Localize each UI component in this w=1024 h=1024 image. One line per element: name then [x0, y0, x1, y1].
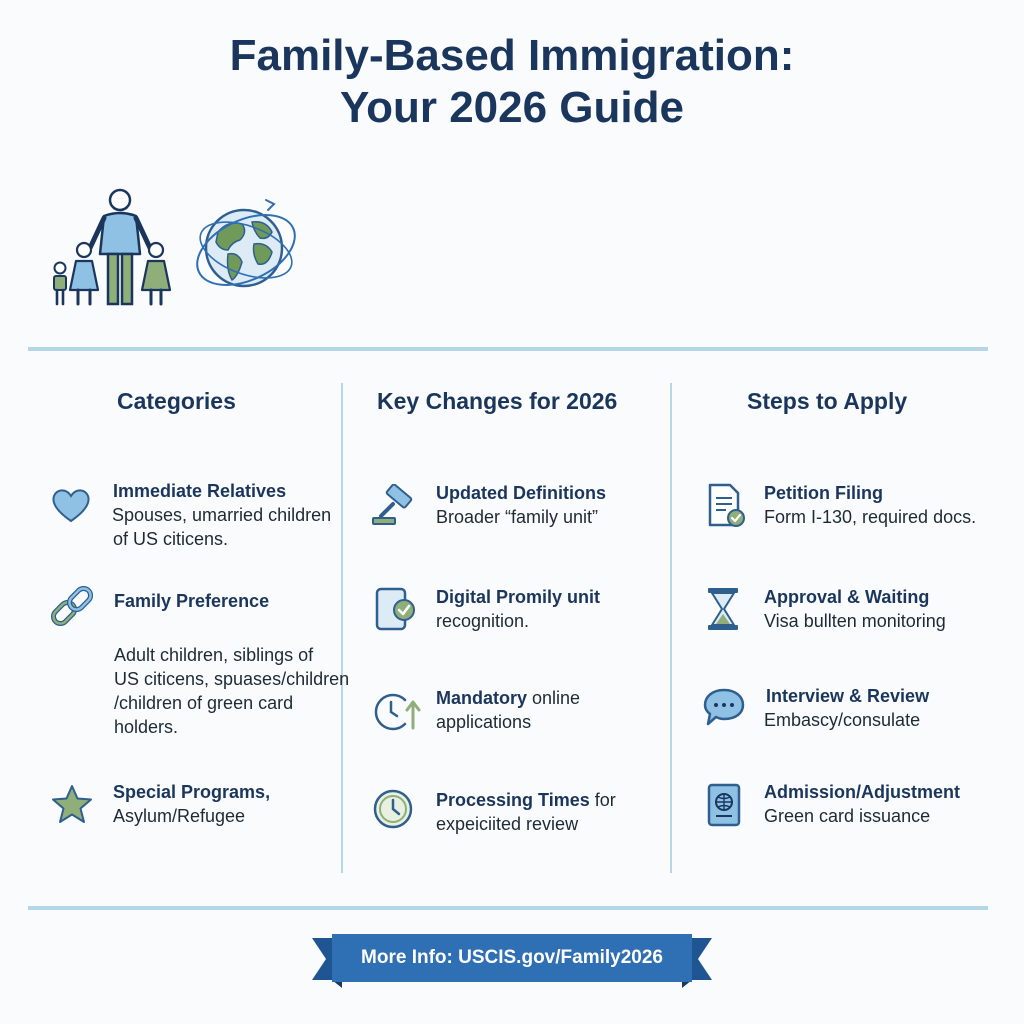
item-title: Mandatory: [436, 688, 528, 708]
gavel-icon: [371, 484, 417, 528]
list-item-family-preference: [114, 589, 269, 613]
list-item-processing-times: [436, 788, 616, 836]
chain-link-icon: [48, 586, 96, 634]
item-title: Interview & Review: [766, 686, 930, 706]
item-desc-line: /children of green card: [114, 693, 294, 713]
item-desc-line: Visa bullten monitoring: [764, 611, 946, 631]
hourglass-icon: [706, 586, 740, 632]
list-item-mandatory-online: [436, 686, 580, 734]
list-item-updated-definitions: [436, 481, 606, 529]
list-item-family-preference-desc: [114, 643, 349, 739]
item-title: Petition Filing: [764, 483, 883, 503]
item-desc-line: US citicens, spuases/children: [114, 669, 350, 689]
column-heading-key-changes: Key Changes for 2026: [377, 388, 618, 414]
list-item-digital-recognition: [436, 585, 600, 633]
item-title-rest: for: [589, 790, 616, 810]
item-title: Updated Definitions: [436, 483, 606, 503]
star-icon: [50, 783, 94, 825]
column-divider-1: [341, 383, 343, 873]
item-title: Digital Promily unit: [436, 587, 601, 607]
item-desc-line: applications: [436, 712, 532, 732]
list-item-petition-filing: [764, 481, 976, 529]
item-title-rest: online: [527, 688, 581, 708]
list-item-special-programs: [113, 780, 270, 828]
item-title: Admission/Adjustment: [764, 782, 961, 802]
tablet-check-icon: [374, 586, 418, 634]
item-desc-line: Asylum/Refugee: [113, 806, 246, 826]
item-desc-line: Embascy/consulate: [764, 710, 921, 730]
item-title: Family Preference: [114, 591, 270, 611]
item-desc-line: Spouses, umarried children: [112, 505, 332, 525]
item-desc-line: expeiciited review: [436, 814, 579, 834]
clock-icon: [371, 787, 415, 831]
list-item-immediate-relatives: [113, 479, 331, 551]
globe-icon: [188, 192, 304, 304]
item-desc-line: of US citicens.: [113, 529, 229, 549]
item-title: Special Programs,: [113, 782, 271, 802]
column-divider-2: [670, 383, 672, 873]
item-title: Immediate Relatives: [113, 481, 287, 501]
item-title: Processing Times: [436, 790, 590, 810]
page-title-line-1: Family-Based Immigration:: [229, 31, 795, 80]
speech-bubble-icon: [702, 686, 746, 728]
passport-icon: [706, 782, 742, 828]
more-info-link[interactable]: More Info: USCIS.gov/Family2026: [361, 947, 663, 968]
clock-arrow-icon: [371, 688, 421, 734]
item-title: Approval & Waiting: [764, 587, 930, 607]
bottom-divider: [28, 906, 988, 910]
item-desc-line: Form I-130, required docs.: [764, 507, 977, 527]
item-desc-line: recognition.: [436, 611, 530, 631]
list-item-approval-waiting: [764, 585, 946, 633]
item-desc-line: Broader “family unit”: [436, 507, 599, 527]
page-title-line-2: Your 2026 Guide: [340, 83, 684, 132]
list-item-interview-review: [766, 684, 929, 732]
page-title: [0, 30, 1024, 134]
item-desc-line: Adult children, siblings of: [114, 645, 314, 665]
item-desc-line: Green card issuance: [764, 806, 931, 826]
top-divider: [28, 347, 988, 351]
column-heading-categories: Categories: [117, 388, 236, 414]
item-desc-line: holders.: [114, 717, 179, 737]
family-icon: [46, 186, 178, 308]
column-heading-steps: Steps to Apply: [747, 388, 908, 414]
list-item-admission-adjustment: [764, 780, 960, 828]
heart-icon: [50, 486, 92, 524]
document-check-icon: [706, 482, 748, 530]
